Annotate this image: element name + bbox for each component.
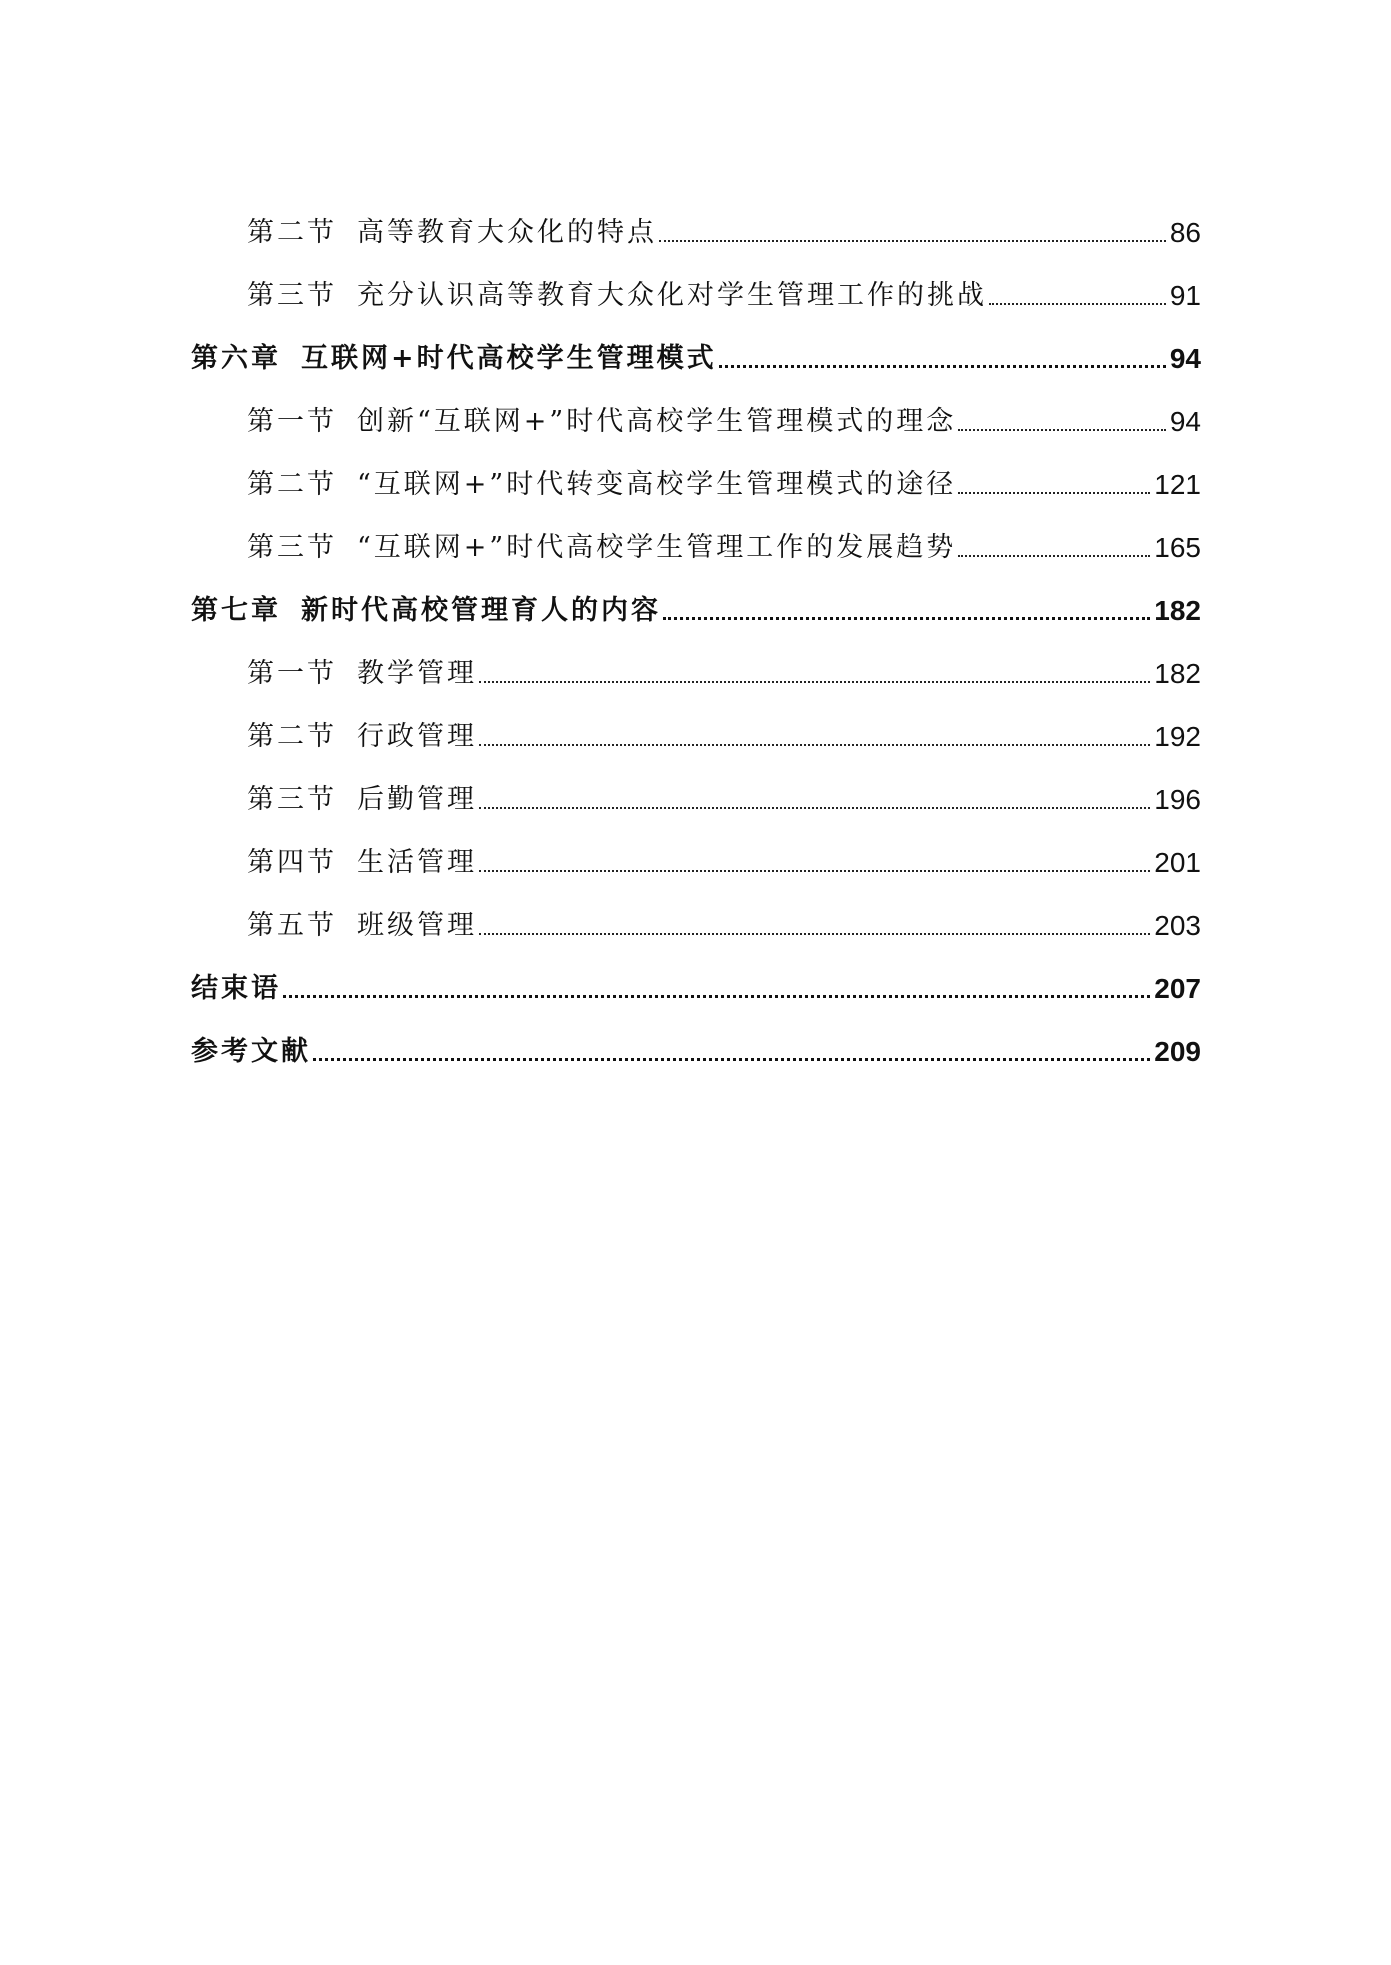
toc-entry-chapter-7[interactable] xyxy=(191,575,1201,638)
toc-page-number: 165 xyxy=(1154,532,1201,563)
toc-section-title: 行政管理 xyxy=(357,721,477,752)
toc-page-number: 94 xyxy=(1169,406,1201,437)
dot-leader xyxy=(479,870,1150,872)
toc-entry-ch7-sec5[interactable] xyxy=(191,890,1201,953)
toc-section-title: 高等教育大众化的特点 xyxy=(357,217,657,248)
toc-page-number: 209 xyxy=(1154,1036,1201,1067)
toc-chapter-title: 参考文献 xyxy=(191,1036,311,1067)
toc-section-title: 创新“互联网+”时代高校学生管理模式的理念 xyxy=(357,406,957,437)
toc-section-number: 第三节 xyxy=(247,784,337,815)
dot-leader xyxy=(989,303,1166,305)
toc-section-title: “互联网+”时代转变高校学生管理模式的途径 xyxy=(357,469,957,500)
toc-page-number: 91 xyxy=(1169,280,1201,311)
toc-page-number: 201 xyxy=(1154,847,1201,878)
toc-section-title: “互联网+”时代高校学生管理工作的发展趋势 xyxy=(357,532,957,563)
toc-entry-ch7-sec2[interactable] xyxy=(191,701,1201,764)
toc-page-number: 86 xyxy=(1169,217,1201,248)
toc-section-title: 充分认识高等教育大众化对学生管理工作的挑战 xyxy=(357,280,987,311)
dot-leader xyxy=(659,240,1166,242)
toc-chapter-number: 第六章 xyxy=(191,343,281,374)
toc-section-number: 第一节 xyxy=(247,406,337,437)
toc-page-number: 182 xyxy=(1154,658,1201,689)
toc-section-number: 第二节 xyxy=(247,217,337,248)
toc-entry-ch6-sec2[interactable] xyxy=(191,449,1201,512)
dot-leader xyxy=(479,933,1150,935)
dot-leader xyxy=(663,617,1150,620)
toc-section-title: 班级管理 xyxy=(357,910,477,941)
dot-leader xyxy=(479,744,1150,746)
dot-leader xyxy=(719,365,1166,368)
toc-entry-ch5-sec2[interactable] xyxy=(191,197,1201,260)
toc-entry-ch6-sec3[interactable] xyxy=(191,512,1201,575)
toc-page-number: 121 xyxy=(1154,469,1201,500)
table-of-contents xyxy=(191,197,1201,1079)
toc-page-number: 182 xyxy=(1154,595,1201,626)
toc-page-number: 94 xyxy=(1169,343,1201,374)
toc-entry-ch7-sec4[interactable] xyxy=(191,827,1201,890)
toc-chapter-title: 新时代高校管理育人的内容 xyxy=(301,595,661,626)
dot-leader xyxy=(958,555,1150,557)
toc-entry-ch6-sec1[interactable] xyxy=(191,386,1201,449)
toc-entry-references[interactable] xyxy=(191,1016,1201,1079)
dot-leader xyxy=(479,681,1150,683)
toc-chapter-title: 结束语 xyxy=(191,973,281,1004)
toc-page-number: 203 xyxy=(1154,910,1201,941)
toc-section-title: 生活管理 xyxy=(357,847,477,878)
dot-leader xyxy=(958,492,1150,494)
toc-chapter-number: 第七章 xyxy=(191,595,281,626)
toc-entry-conclusion[interactable] xyxy=(191,953,1201,1016)
toc-page-number: 196 xyxy=(1154,784,1201,815)
toc-page-number: 192 xyxy=(1154,721,1201,752)
dot-leader xyxy=(958,429,1166,431)
toc-section-number: 第二节 xyxy=(247,721,337,752)
toc-entry-chapter-6[interactable] xyxy=(191,323,1201,386)
toc-section-number: 第三节 xyxy=(247,280,337,311)
dot-leader xyxy=(283,995,1150,998)
dot-leader xyxy=(479,807,1150,809)
dot-leader xyxy=(313,1058,1150,1061)
toc-section-number: 第三节 xyxy=(247,532,337,563)
toc-chapter-title: 互联网+时代高校学生管理模式 xyxy=(301,343,717,374)
toc-entry-ch7-sec3[interactable] xyxy=(191,764,1201,827)
toc-section-number: 第一节 xyxy=(247,658,337,689)
toc-entry-ch5-sec3[interactable] xyxy=(191,260,1201,323)
toc-section-title: 教学管理 xyxy=(357,658,477,689)
toc-section-number: 第五节 xyxy=(247,910,337,941)
toc-section-number: 第二节 xyxy=(247,469,337,500)
toc-entry-ch7-sec1[interactable] xyxy=(191,638,1201,701)
toc-section-title: 后勤管理 xyxy=(357,784,477,815)
toc-page-number: 207 xyxy=(1154,973,1201,1004)
toc-section-number: 第四节 xyxy=(247,847,337,878)
